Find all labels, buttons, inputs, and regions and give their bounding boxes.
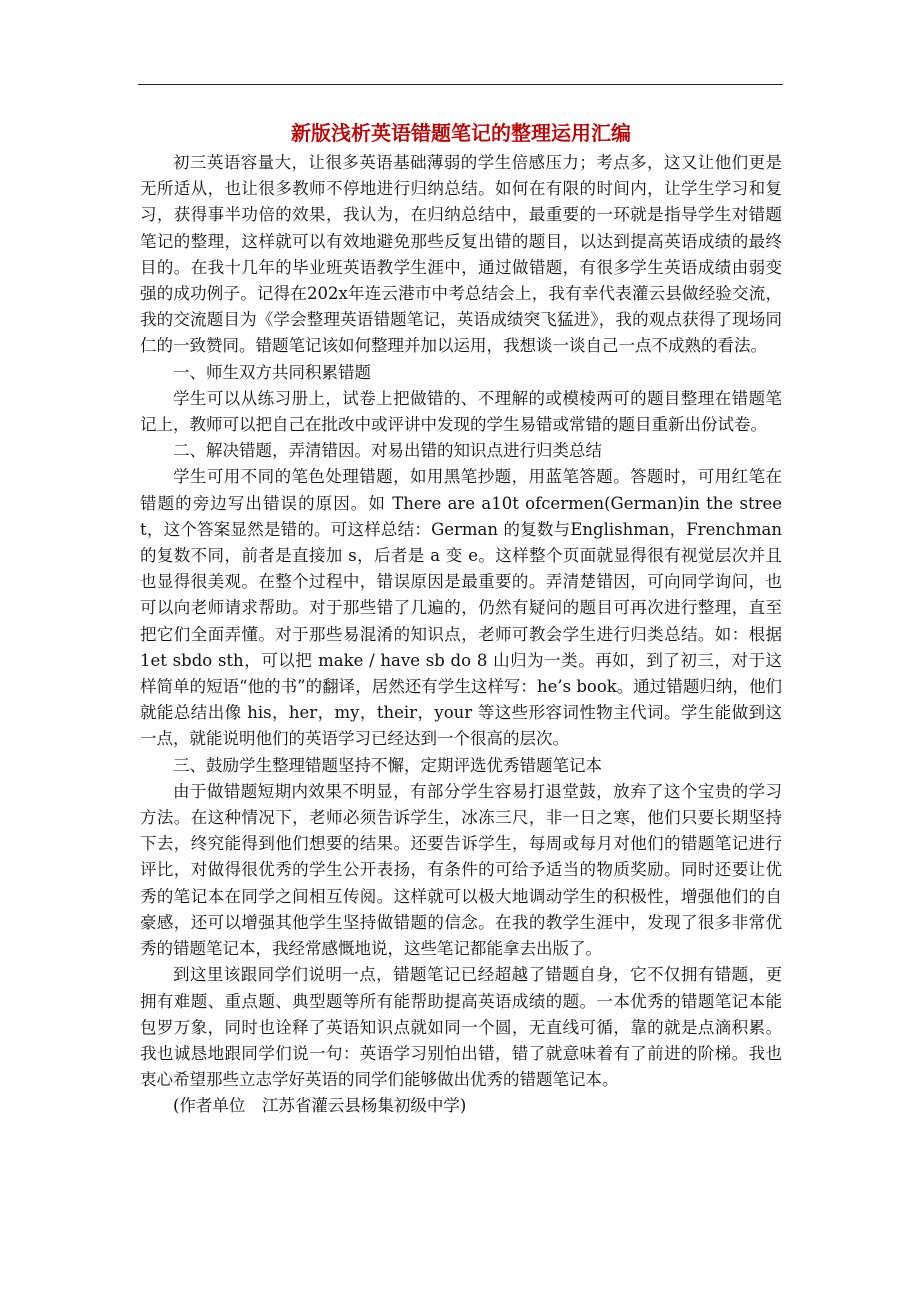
section-2-paragraph: 学生可用不同的笔色处理错题，如用黑笔抄题，用蓝笔答题。答题时，可用红笔在错题的旁边写出错误的原因。如 There are a10t ofcermen(German)in the street，这个答案显然是错的。可这样总结：German 的复数与Englishman，Frenchman 的复数不同，前者是直接加 s，后者是 a 变 e。这样整个页面就显得很有视觉层次并且也显得很美观。在整个过程中，错误原因是最重要的。弄清楚错因，可向同学询问，也可以向老师请求帮助。对于那些错了几遍的，仍然有疑问的题目可再次进行整理，直至把它们全面弄懂。对于那些易混淆的知识点，老师可教会学生进行归类总结。如：根据 1et sbdo sth，可以把 make / have sb do 8 山归为一类。再如，到了初三，对于这样简单的短语“他的书”的翻译，居然还有学生这样写：he’s book。通过错题归纳，他们就能总结出像 his，her，my，their，your 等这些形容词性物主代词。学生能做到这一点，就能说明他们的英语学习已经达到一个很高的层次。 (140, 467, 782, 749)
document-title: 新版浅析英语错题笔记的整理运用汇编 (291, 121, 631, 145)
document-page (140, 118, 782, 1120)
section-heading-3: 三、鼓励学生整理错题坚持不懈，定期评选优秀错题笔记本 (173, 755, 602, 775)
document-body (140, 150, 782, 1120)
section-3-paragraph: 由于做错题短期内效果不明显，有部分学生容易打退堂鼓，放弃了这个宝贵的学习方法。在这种情况下，老师必须告诉学生，冰冻三尺，非一日之寒，他们只要长期坚持下去，终究能得到他们想要的结果。还要告诉学生，每周或每月对他们的错题笔记进行评比，对做得很优秀的学生公开表扬，有条件的可给予适当的物质奖励。同时还要让优秀的笔记本在同学之间相互传阅。这样就可以极大地调动学生的积极性，增强他们的自豪感，还可以增强其他学生坚持做错题的信念。在我的教学生涯中，发现了很多非常优秀的错题笔记本，我经常感慨地说，这些笔记都能拿去出版了。 (140, 781, 782, 959)
section-heading-2: 二、解决错题，弄清错因。对易出错的知识点进行归类总结 (173, 441, 602, 461)
author-affiliation: (作者单位 江苏省灌云县杨集初级中学) (173, 1096, 467, 1116)
section-heading-1: 一、师生双方共同积累错题 (173, 362, 371, 382)
header-rule (138, 84, 783, 85)
section-1-paragraph: 学生可以从练习册上，试卷上把做错的、不理解的或模棱两可的题目整理在错题笔记上，教师可以把自己在批改中或评讲中发现的学生易错或常错的题目重新出份试卷。 (140, 388, 782, 435)
conclusion-paragraph: 到这里该跟同学们说明一点，错题笔记已经超越了错题自身，它不仅拥有错题，更拥有难题、重点题、典型题等所有能帮助提高英语成绩的题。一本优秀的错题笔记本能包罗万象，同时也诠释了英语知识点就如同一个圆，无直线可循，靠的就是点滴积累。我也诚恳地跟同学们说一句：英语学习别怕出错，错了就意味着有了前进的阶梯。我也衷心希望那些立志学好英语的同学们能够做出优秀的错题笔记本。 (140, 965, 782, 1090)
intro-paragraph: 初三英语容量大，让很多英语基础薄弱的学生倍感压力；考点多，这又让他们更是无所适从，也让很多教师不停地进行归纳总结。如何在有限的时间内，让学生学习和复习，获得事半功倍的效果，我认为，在归纳总结中，最重要的一环就是指导学生对错题笔记的整理，这样就可以有效地避免那些反复出错的题目，以达到提高英语成绩的最终目的。在我十几年的毕业班英语教学生涯中，通过做错题，有很多学生英语成绩由弱变强的成功例子。记得在202x年连云港市中考总结会上，我有幸代表灌云县做经验交流，我的交流题目为《学会整理英语错题笔记，英语成绩突飞猛进》，我的观点获得了现场同仁的一致赞同。错题笔记该如何整理并加以运用，我想谈一谈自己一点不成熟的看法。 (140, 153, 782, 356)
